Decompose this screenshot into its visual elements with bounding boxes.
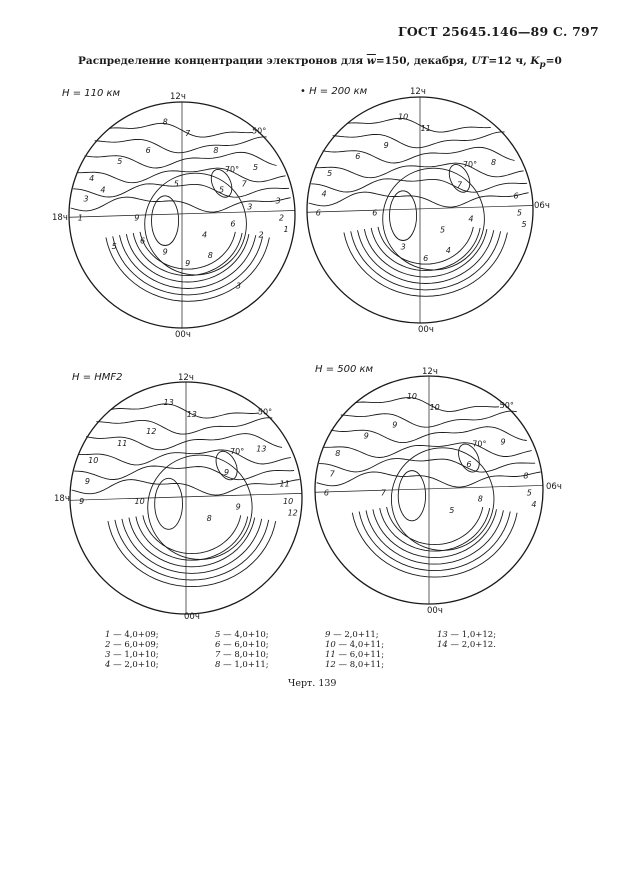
contour-line — [387, 507, 483, 545]
legend-entry-number: 6 — [215, 640, 221, 650]
legend-entry-number: 13 — [437, 630, 448, 640]
page-header: ГОСТ 25645.146—89 С. 797 — [398, 24, 599, 39]
panel-3-left-tick: 18ч — [54, 494, 70, 504]
contour-line — [71, 197, 291, 212]
contour-level-label: 5 — [521, 219, 527, 229]
contour-level-label: 4 — [100, 185, 106, 195]
contour-line — [309, 192, 529, 207]
contour-level-label: 7 — [185, 128, 191, 138]
contour-level-label: 8 — [207, 250, 213, 260]
latitude-70-label: 70° — [230, 446, 245, 456]
panel-3-bottom-tick: 00ч — [184, 612, 200, 622]
panel-2-bottom-tick: 00ч — [418, 325, 434, 335]
contour-level-label: 10 — [406, 391, 417, 401]
contour-level-label: 9 — [235, 502, 241, 512]
figure-caption: Черт. 139 — [288, 678, 337, 689]
legend-entry-value: — 8,0+10; — [220, 650, 269, 660]
contour-line — [317, 472, 541, 487]
contour-level-label: 3 — [247, 202, 253, 212]
legend-column-3 — [325, 630, 384, 670]
contour-level-label: 3 — [83, 194, 89, 204]
legend-entry-number: 9 — [325, 630, 331, 640]
legend-entry-value: — 2,0+12. — [447, 640, 496, 650]
legend-entry-value: — 8,0+11; — [335, 660, 385, 670]
contour-level-label: 9 — [500, 437, 506, 447]
contour-level-label: 5 — [117, 157, 123, 167]
contour-line — [109, 123, 253, 137]
contour-level-label: 8 — [162, 117, 168, 127]
legend-entry-value: — 6,0+11; — [335, 650, 385, 660]
latitude-50-label: 50° — [499, 400, 514, 410]
contour-level-label: 9 — [363, 431, 369, 441]
legend-entry — [325, 660, 384, 670]
contour-level-label: 4 — [445, 245, 451, 255]
legend-entry — [325, 650, 384, 660]
panel-3-contour-map — [68, 380, 304, 616]
contour-level-label: 6 — [145, 145, 151, 155]
latitude-70-label: 70° — [224, 165, 240, 175]
contour-level-label: 6 — [230, 219, 236, 229]
legend-entry — [325, 640, 384, 650]
legend-entry-number: 4 — [105, 660, 111, 670]
title-kp-value: =0 — [545, 55, 562, 67]
panel-1-contour-map — [62, 100, 302, 330]
contour-line — [143, 515, 241, 553]
legend-entry-number: 2 — [105, 640, 111, 650]
legend-entry-value: — 4,0+09; — [110, 630, 159, 640]
contour-level-label: 10 — [429, 403, 440, 413]
contour-level-label: 9 — [185, 258, 191, 268]
legend-entry-number: 7 — [215, 650, 221, 660]
contour-line — [389, 191, 416, 241]
contour-level-label: 9 — [392, 420, 398, 430]
title-ut-symbol: UT — [471, 55, 489, 67]
title-kp-symbol: K — [530, 55, 540, 67]
contour-level-label: 13 — [186, 409, 197, 419]
contour-line — [355, 398, 499, 412]
contour-level-label: 3 — [235, 281, 242, 291]
contour-level-label: 9 — [383, 140, 389, 150]
contour-level-label: 1 — [283, 224, 289, 234]
title-rest: =150, декабря, — [375, 55, 472, 67]
contour-line — [95, 137, 267, 153]
contour-level-label: 5 — [327, 169, 333, 179]
contour-line — [311, 179, 527, 192]
contour-level-label: 9 — [134, 213, 140, 223]
legend-column-4 — [437, 630, 496, 650]
contour-line — [323, 147, 515, 163]
contour-level-label: 8 — [213, 145, 219, 155]
contour-level-label: 5 — [173, 179, 179, 189]
legend-entry-value: — 2,0+11; — [330, 630, 379, 640]
contour-line — [74, 466, 294, 480]
contour-level-label: 5 — [252, 162, 259, 172]
panel-2-height-label: • H = 200 км — [300, 86, 368, 97]
legend-entry-value: — 6,0+10; — [220, 640, 269, 650]
contour-level-label: 6 — [466, 460, 472, 470]
contour-level-label: 7 — [241, 179, 247, 189]
panel-4-bottom-tick: 00ч — [427, 606, 443, 616]
contour-level-label: 12 — [146, 427, 157, 437]
contour-level-label: 4 — [468, 214, 474, 224]
legend-entry-value: — 6,0+09; — [110, 640, 159, 650]
contour-level-label: 3 — [400, 242, 406, 252]
contour-level-label: 2 — [258, 230, 264, 240]
contour-level-label: 5 — [449, 505, 455, 515]
contour-level-label: 4 — [89, 174, 95, 184]
title-prefix: Распределение концентрации электронов для — [78, 55, 367, 67]
contour-level-label: 6 — [513, 191, 519, 201]
contour-level-label: 10 — [398, 112, 409, 122]
contour-line — [72, 480, 300, 496]
legend-entry-number: 14 — [437, 640, 448, 650]
legend-entry-number: 8 — [215, 660, 221, 670]
contour-level-label: 10 — [134, 496, 145, 506]
contour-level-label: 5 — [111, 241, 117, 251]
contour-level-label: 6 — [355, 152, 361, 162]
figure-title — [78, 55, 562, 70]
legend-entry-value: — 4,0+10; — [220, 630, 269, 640]
contour-level-label: 5 — [440, 225, 446, 235]
contour-level-label: 6 — [372, 208, 378, 218]
legend-entry — [437, 640, 496, 650]
contour-level-label: 1 — [77, 213, 83, 223]
contour-line — [333, 132, 505, 148]
contour-level-label: 5 — [516, 208, 522, 218]
legend-entry — [325, 630, 384, 640]
legend-entry — [437, 630, 496, 640]
contour-level-label: 6 — [315, 208, 321, 218]
legend-entry — [215, 660, 269, 670]
contour-level-label: 2 — [278, 213, 284, 223]
legend-entry — [105, 640, 159, 650]
panel-2-top-tick: 12ч — [410, 87, 426, 97]
contour-line — [85, 152, 277, 168]
contour-level-label: 7 — [456, 180, 463, 190]
panel-4-contour-map — [313, 374, 545, 606]
legend-entry — [105, 650, 159, 660]
title-w-symbol: $\overline{w}$ — [366, 55, 376, 67]
contour-line — [96, 418, 272, 437]
legend-entry-number: 5 — [215, 630, 221, 640]
contour-level-label: 10 — [283, 496, 294, 506]
contour-level-label: 6 — [423, 253, 429, 263]
legend-entry-value: — 1,0+12; — [447, 630, 497, 640]
legend-column-2 — [215, 630, 269, 670]
legend-entry-value: — 1,0+11; — [220, 660, 269, 670]
contour-line — [398, 471, 425, 521]
contour-level-label: 5 — [526, 488, 532, 498]
contour-level-label: 12 — [287, 508, 298, 518]
contour-line — [86, 434, 282, 450]
contour-level-label: 3 — [275, 196, 281, 206]
contour-level-label: 10 — [88, 456, 99, 466]
contour-line — [319, 459, 535, 473]
panel-2-right-tick: 06ч — [534, 201, 550, 211]
legend-entry-number: 12 — [325, 660, 336, 670]
panel-2-contour-map — [305, 95, 535, 325]
contour-level-label: 13 — [163, 398, 174, 408]
contour-level-label: 4 — [321, 189, 327, 199]
latitude-70-label: 70° — [472, 439, 487, 449]
legend-entry-value: — 1,0+10; — [110, 650, 159, 660]
contour-level-label: 7 — [380, 488, 386, 498]
legend-entry-number: 11 — [325, 650, 336, 660]
contour-line — [347, 118, 491, 132]
contour-level-label: 6 — [323, 488, 329, 498]
contour-level-label: 5 — [218, 185, 225, 195]
contour-level-label: 8 — [206, 514, 212, 524]
panel-3-height-label: H = HMF2 — [72, 372, 123, 383]
legend-entry — [105, 630, 159, 640]
legend-entry — [215, 640, 269, 650]
contour-level-label: 11 — [279, 479, 290, 489]
contour-level-label: 9 — [162, 247, 168, 257]
latitude-50-label: 50° — [252, 126, 267, 136]
legend-entry-number: 1 — [105, 630, 111, 640]
contour-level-label: 8 — [523, 471, 529, 481]
title-ut-value: =12 ч, — [488, 55, 531, 67]
contour-line — [151, 196, 178, 246]
panel-1-left-tick: 18ч — [52, 213, 68, 223]
panel-1-top-tick: 12ч — [170, 92, 186, 102]
contour-level-label: 8 — [490, 157, 497, 167]
legend-entry-value: — 4,0+11; — [335, 640, 385, 650]
legend-column-1 — [105, 630, 159, 670]
contour-level-label: 9 — [79, 496, 85, 506]
contour-level-label: 8 — [477, 494, 483, 504]
panel-4-top-tick: 12ч — [422, 367, 438, 377]
contour-level-label: 11 — [117, 438, 128, 448]
contour-line — [155, 478, 183, 529]
legend-entry-value: — 2,0+10; — [110, 660, 159, 670]
contour-level-label: 11 — [420, 123, 431, 133]
panel-1-height-label: H = 110 км — [62, 88, 121, 99]
contour-level-label: 13 — [256, 444, 267, 454]
latitude-70-label: 70° — [462, 160, 478, 170]
contour-level-label: 8 — [335, 448, 341, 458]
latitude-50-label: 50° — [257, 407, 273, 417]
panel-4-right-tick: 06ч — [546, 482, 562, 492]
contour-level-label: 4 — [531, 500, 537, 510]
panel-4-height-label: H = 500 км — [315, 364, 374, 375]
legend-entry-number: 10 — [325, 640, 336, 650]
contour-level-label: 7 — [329, 469, 335, 479]
legend-entry-number: 3 — [105, 650, 111, 660]
legend-entry — [215, 630, 269, 640]
legend-entry — [215, 650, 269, 660]
panel-1-bottom-tick: 00ч — [175, 330, 191, 340]
contour-level-label: 6 — [139, 236, 146, 246]
legend-entry — [105, 660, 159, 670]
contour-level-label: 4 — [202, 230, 208, 240]
contour-level-label: 9 — [84, 477, 90, 487]
contour-level-label: 9 — [224, 467, 230, 477]
panel-3-top-tick: 12ч — [178, 373, 194, 383]
contour-line — [111, 404, 259, 418]
title-kp-subscript: p — [539, 60, 546, 71]
contour-line — [73, 184, 289, 197]
